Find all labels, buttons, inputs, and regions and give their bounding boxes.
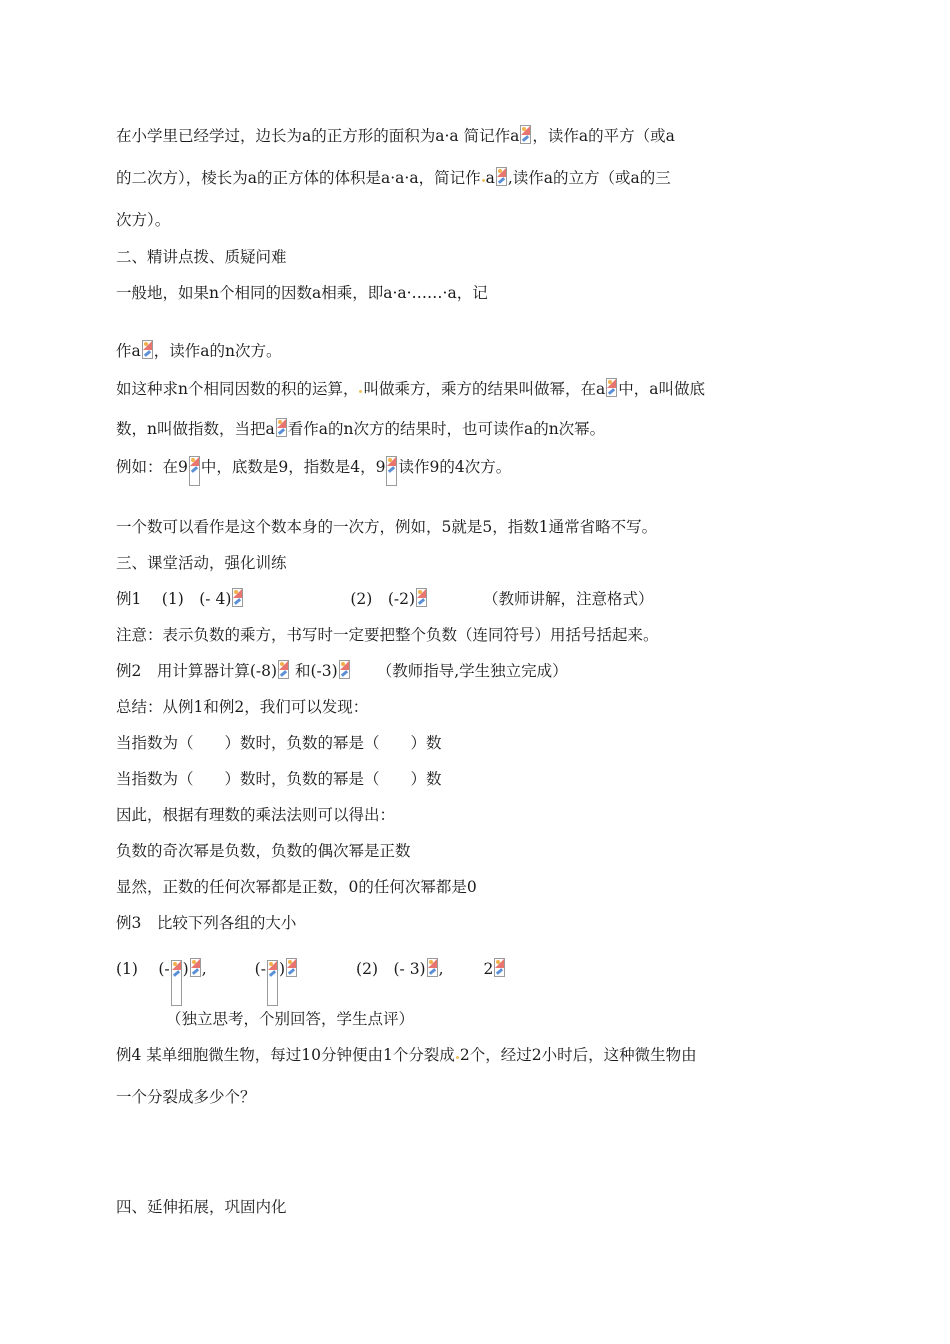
section-heading [116,1196,287,1218]
text: 中，a叫做底 [618,380,705,398]
text-line [116,340,281,362]
text: 读作9的4次方。 [398,458,512,476]
text-line [116,696,368,718]
text: 注意：表示负数的乘方，书写时一定要把整个负数（连同符号）用括号括起来。 [116,626,659,644]
mark-dot-icon [456,1056,459,1059]
text: （教师讲解，注意格式） [483,590,654,608]
text-line [116,1086,256,1108]
text: 显然，正数的任何次幂都是正数，0的任何次幂都是0 [116,878,477,896]
text-line [116,840,411,862]
text: 2个，经过2小时后，这种微生物由 [459,1046,697,1064]
example-line [116,660,568,682]
text: (2) (-2) [350,590,416,608]
text: 例2 用计算器计算(-8) [116,662,278,680]
text: 例如：在9 [116,458,188,476]
image-placeholder-icon [189,456,200,486]
image-placeholder-icon [142,340,153,359]
image-placeholder-icon [276,418,287,437]
text: a [485,169,495,187]
text-line [116,282,488,304]
text: 当指数为（ ）数时，负数的幂是（ ）数 [116,734,442,752]
text: 2 [483,960,494,978]
example-line [116,588,654,610]
text: 当指数为（ ）数时，负数的幂是（ ）数 [116,770,442,788]
text: 和(-3) [295,662,338,680]
section-heading [116,246,287,268]
text: 总结：从例1和例2，我们可以发现： [116,698,369,716]
text: (- [254,960,266,978]
image-placeholder-icon [286,958,297,977]
section-heading [116,552,287,574]
text: 例1 (1) (- 4) [116,590,232,608]
text: (1) (- [116,960,170,978]
text-line: 的二次方），棱长为a的正方体的体积是a·a·a，简记作 a ,读作a的立方（或a的三 [116,169,671,187]
text: 看作a的n次方的结果时，也可读作a的n次幂。 [287,420,606,438]
text: 例4 某单细胞微生物，每过10分钟便由1个分裂成 [116,1046,455,1064]
example-line [116,1044,697,1066]
image-placeholder-icon [386,456,397,486]
text: 数，n叫做指数，当把a [116,420,275,438]
text-line [116,125,675,147]
text: 因此，根据有理数的乘法法则可以得出： [116,806,396,824]
image-placeholder-icon [190,958,201,977]
text: ，读作a的平方（或a [532,127,675,145]
text: 读作a的立方（或a的三 [512,169,671,187]
text: ) [278,960,286,978]
text-line [116,516,657,538]
image-placeholder-icon [427,958,438,977]
text: 一个分裂成多少个？ [116,1088,256,1106]
mark-dot-icon [482,179,485,182]
text: 四、延伸拓展，巩固内化 [116,1198,287,1216]
text: 在小学里已经学过，边长为a的正方形的面积为a·a 简记作a [116,127,520,145]
image-placeholder-icon [496,167,507,186]
image-placeholder-icon [232,588,243,607]
image-placeholder-icon [606,378,617,397]
text: , [438,960,444,978]
text: 中，底数是9，指数是4，9 [200,458,386,476]
example-line [116,912,296,934]
text: ，读作a的n次方。 [153,342,282,360]
image-placeholder-icon [520,125,531,144]
text: 一般地，如果n个相同的因数a相乘，即a·a·……·a，记 [116,284,488,302]
text: （独立思考，个别回答，学生点评） [166,1010,415,1028]
text: 的二次方），棱长为a的正方体的体积是a·a·a，简记作 [116,169,481,187]
text: , [201,960,207,978]
text: 次方）。 [116,211,171,229]
text-line [166,1008,414,1030]
image-placeholder-icon [267,960,278,1006]
text-line [116,378,705,400]
image-placeholder-icon [278,660,289,679]
text: 如这种求n个相同因数的积的运算， [116,380,359,398]
text: 三、课堂活动，强化训练 [116,554,287,572]
text-line [116,732,442,754]
text-line [116,418,605,440]
text-line [116,456,511,486]
image-placeholder-icon [171,960,182,1006]
text-line [116,209,170,231]
text: 一个数可以看作是这个数本身的一次方，例如，5就是5，指数1通常省略不写。 [116,518,658,536]
image-placeholder-icon [339,660,350,679]
text: (2) (- 3) [356,960,426,978]
example-line [116,958,506,1006]
text: 例3 比较下列各组的大小 [116,914,297,932]
text: ) [182,960,189,978]
text: （教师指导,学生独立完成） [376,662,568,680]
image-placeholder-icon [416,588,427,607]
text: 叫做乘方，乘方的结果叫做幂，在a [363,380,606,398]
text: 作a [116,342,141,360]
text-line [116,804,395,826]
text: 二、精讲点拨、质疑问难 [116,248,287,266]
text: 负数的奇次幂是负数，负数的偶次幂是正数 [116,842,411,860]
text-line [116,876,477,898]
image-placeholder-icon [494,958,505,977]
text-line [116,768,442,790]
text-line [116,624,659,646]
